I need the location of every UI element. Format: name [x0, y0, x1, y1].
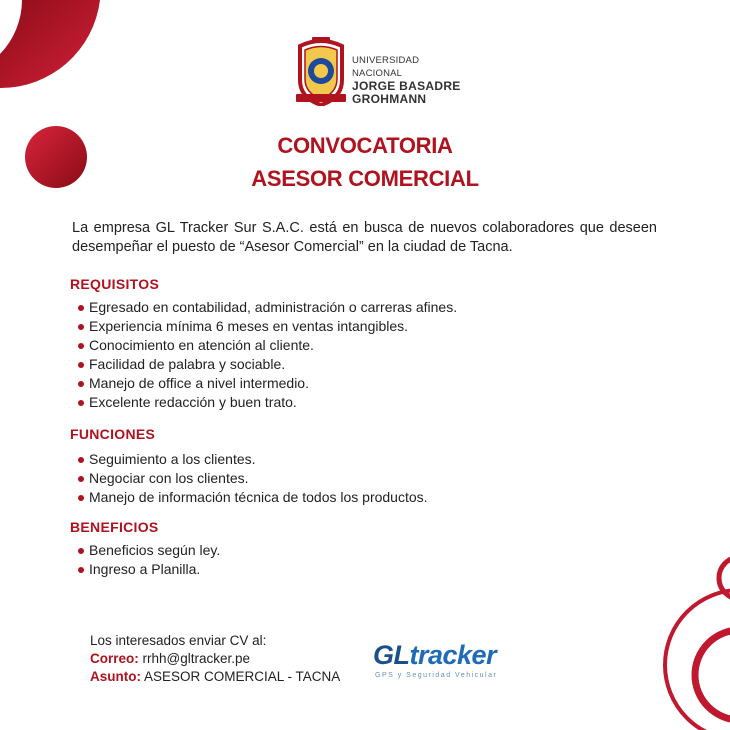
- decorative-rings-bottom-right: [600, 520, 730, 730]
- bullet-icon: [78, 362, 84, 368]
- beneficios-list: [78, 541, 220, 579]
- list-item: Conocimiento en atención al cliente.: [78, 336, 457, 355]
- contact-email-row: [90, 650, 340, 668]
- bullet-icon: [78, 400, 84, 406]
- bullet-icon: [78, 457, 84, 463]
- gltracker-wordmark: [373, 640, 496, 670]
- list-item: Ingreso a Planilla.: [78, 560, 220, 579]
- bullet-icon: [78, 476, 84, 482]
- subject-value: ASESOR COMERCIAL - TACNA: [144, 669, 341, 684]
- list-item: Beneficios según ley.: [78, 541, 220, 560]
- list-item: Facilidad de palabra y sociable.: [78, 355, 457, 374]
- list-item: Manejo de office a nivel intermedio.: [78, 374, 457, 393]
- university-name-line2: JORGE BASADRE: [352, 79, 461, 93]
- page-subtitle: ASESOR COMERCIAL: [251, 166, 479, 191]
- brand-tracker: tracker: [409, 640, 497, 670]
- email-address[interactable]: rrhh@gltracker.pe: [142, 651, 251, 666]
- beneficios-heading: BENEFICIOS: [70, 519, 159, 535]
- list-item: Negociar con los clientes.: [78, 469, 428, 488]
- bullet-icon: [78, 495, 84, 501]
- page-title: CONVOCATORIA: [277, 133, 453, 158]
- university-logo: [290, 36, 470, 106]
- requisitos-list: [78, 298, 457, 412]
- contact-subject-row: [90, 668, 340, 686]
- brand-gl: GL: [373, 640, 410, 670]
- bullet-icon: [78, 381, 84, 387]
- list-item: Seguimiento a los clientes.: [78, 450, 428, 469]
- subject-label: Asunto:: [90, 669, 141, 684]
- decorative-arc-top-left: [0, 0, 110, 100]
- list-item: Experiencia mínima 6 meses en ventas intangibles.: [78, 317, 457, 336]
- contact-intro: Los interesados enviar CV al:: [90, 633, 267, 648]
- bullet-icon: [78, 343, 84, 349]
- requisitos-heading: REQUISITOS: [70, 276, 160, 292]
- list-item: Egresado en contabilidad, administración o carreras afines.: [78, 298, 457, 317]
- list-item: Manejo de información técnica de todos los productos.: [78, 488, 428, 507]
- bullet-icon: [78, 567, 84, 573]
- brand-tagline: GPS y Seguridad Vehicular: [375, 672, 498, 679]
- intro-paragraph: La empresa GL Tracker Sur S.A.C. está en busca de nuevos colaboradores que deseen desempeñar el puesto de “Asesor Comercial” en la ciudad de Tacna.: [72, 220, 657, 255]
- contact-info: [90, 632, 340, 686]
- university-name: [352, 54, 470, 106]
- bullet-icon: [78, 548, 84, 554]
- university-name-line3: GROHMANN: [352, 92, 427, 106]
- gltracker-logo: [373, 640, 523, 690]
- university-seal-icon: [292, 36, 350, 106]
- university-name-line1: UNIVERSIDAD NACIONAL: [352, 55, 420, 79]
- email-label: Correo:: [90, 651, 139, 666]
- funciones-heading: FUNCIONES: [70, 426, 156, 442]
- funciones-list: [78, 450, 428, 507]
- list-item: Excelente redacción y buen trato.: [78, 393, 457, 412]
- bullet-icon: [78, 305, 84, 311]
- bullet-icon: [78, 324, 84, 330]
